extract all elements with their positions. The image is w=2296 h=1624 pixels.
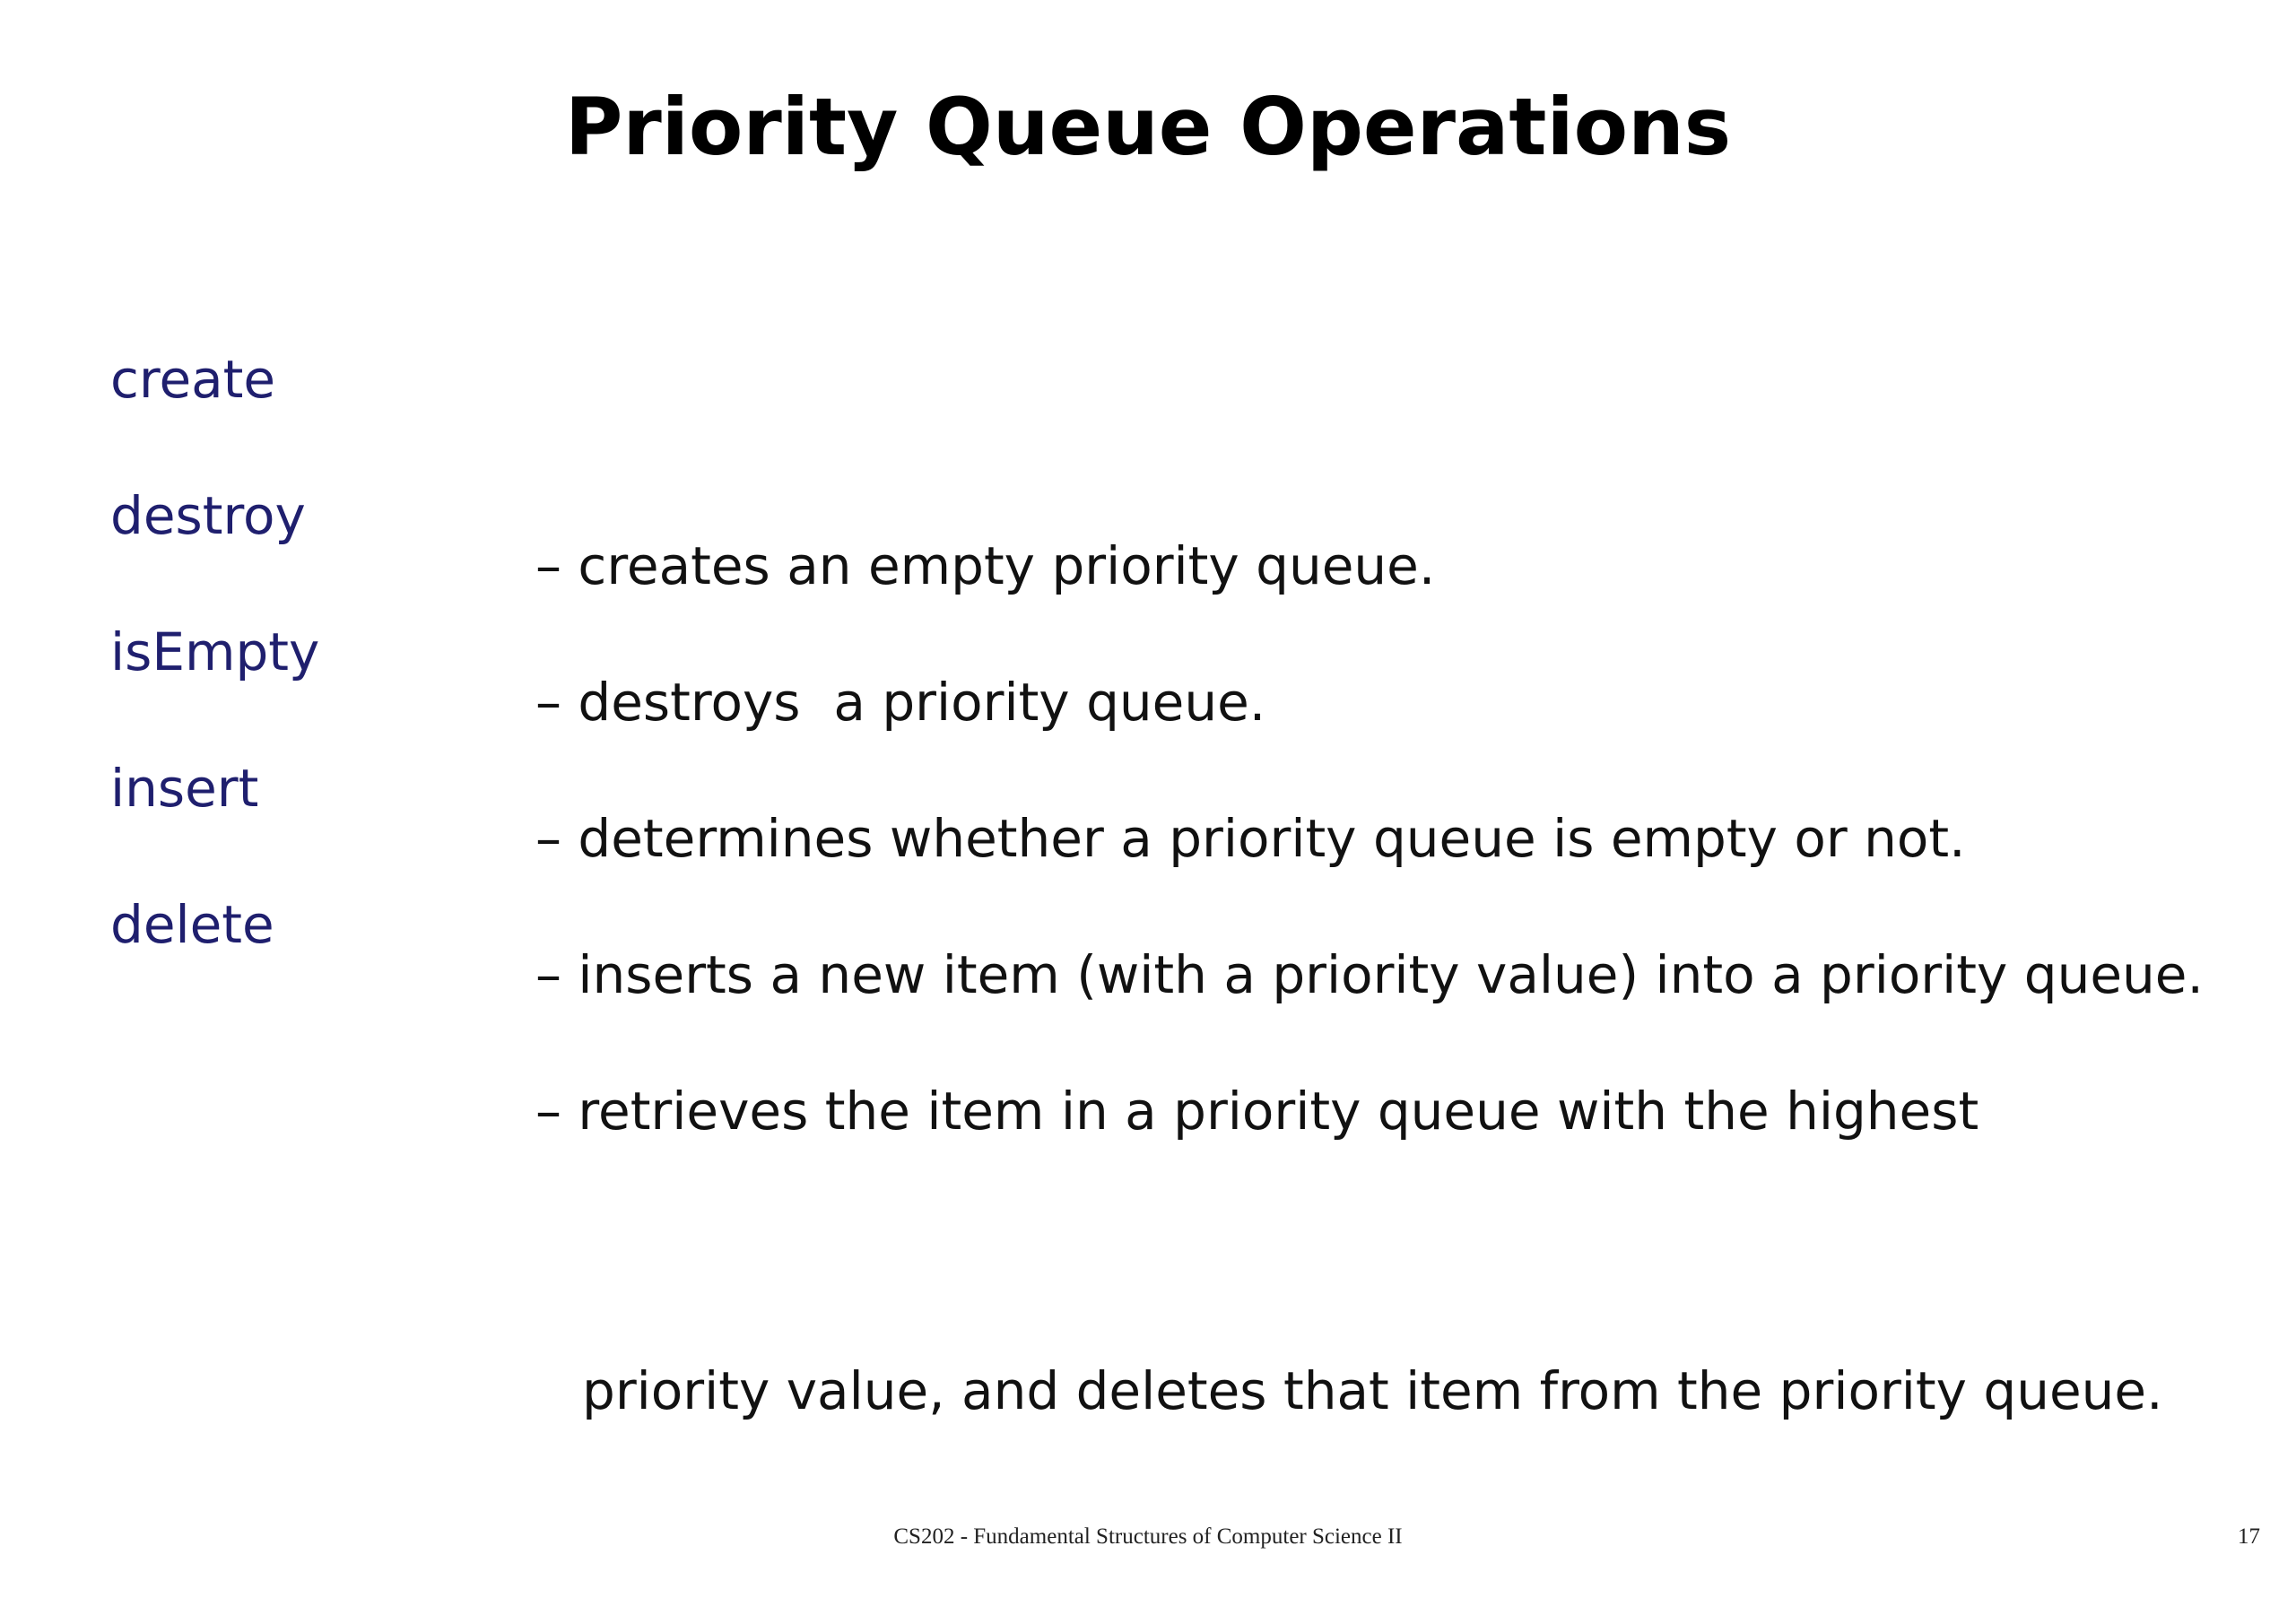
slide-title: Priority Queue Operations [564,81,1732,173]
description-line: – inserts a new item (with a priority value) into a priority queue. [535,944,2204,1005]
operation-description [535,878,2163,1624]
slide-footer [0,1519,2296,1555]
operation-name: create [110,349,276,410]
operation-name: isEmpty [110,621,320,682]
footer-course-title: CS202 - Fundamental Structures of Computer Science II [893,1524,1403,1549]
operation-name: insert [110,758,259,819]
description-line: priority value, and deletes that item from the priority queue. [582,1360,2163,1421]
operation-name: delete [110,894,274,955]
description-line: – determines whether a priority queue is empty or not. [535,808,1966,869]
description-line: – creates an empty priority queue. [535,535,1436,596]
description-line: – destroys a priority queue. [535,672,1266,733]
description-line: – retrieves the item in a priority queue with the highest [535,1081,1979,1142]
operation-name: destroy [110,485,306,546]
page-number: 17 [2238,1524,2260,1549]
